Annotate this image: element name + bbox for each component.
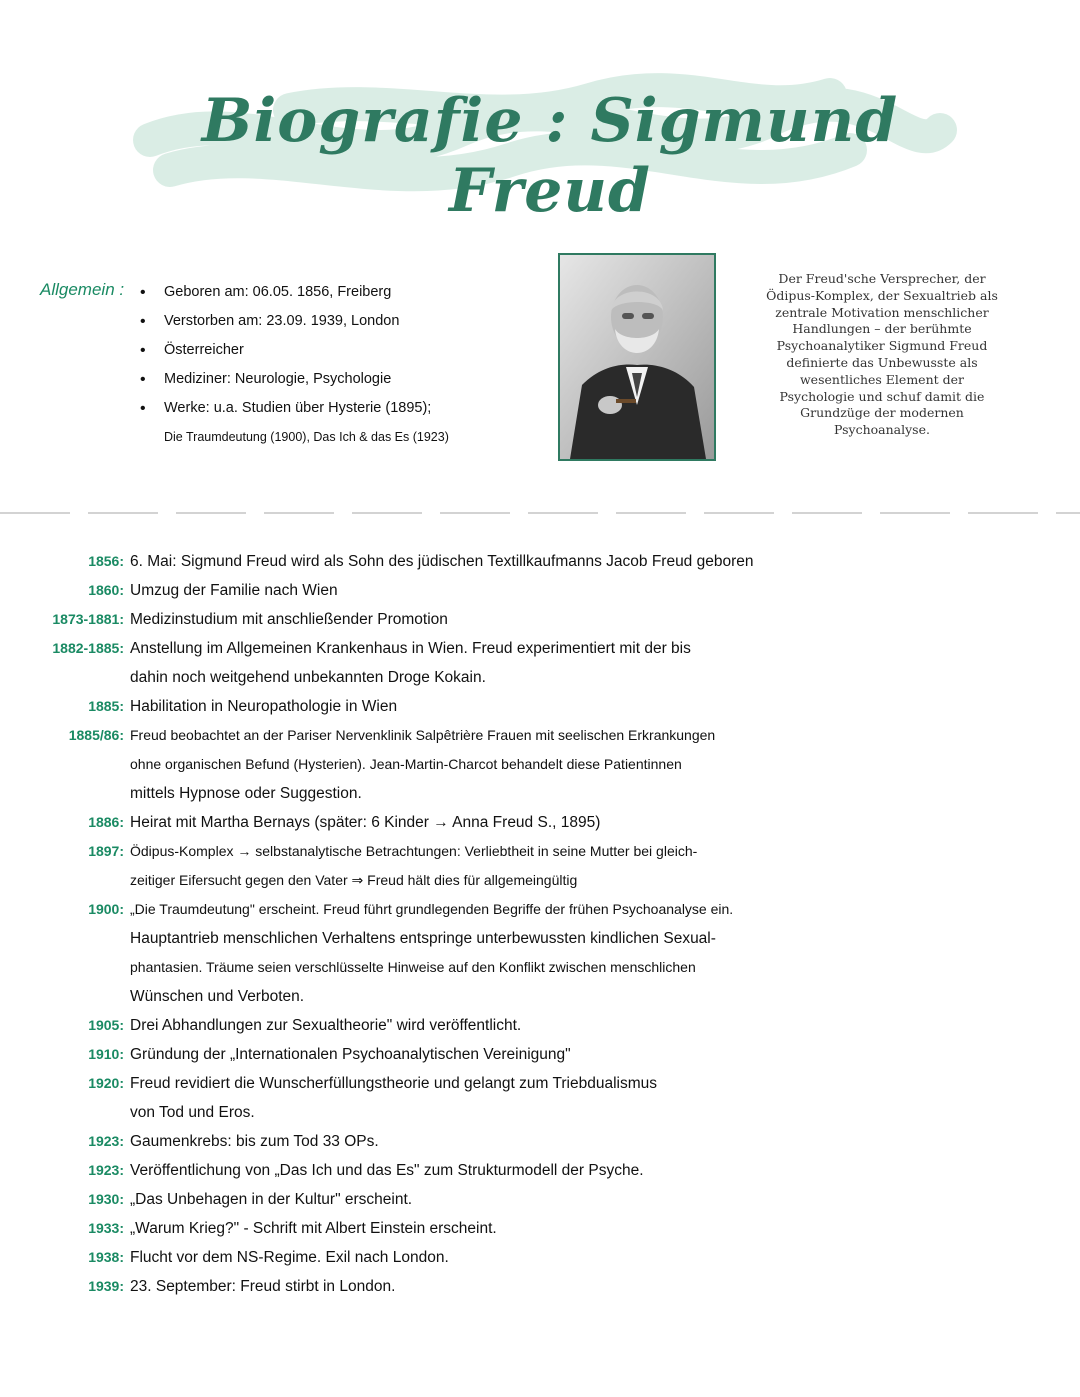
title-area — [130, 70, 960, 226]
timeline-year: 1886: — [88, 814, 124, 830]
timeline-text: ohne organischen Befund (Hysterien). Jean-Martin-Charcot behandelt diese Patientinnen — [130, 756, 682, 772]
info-birth: • Geboren am: 06.05. 1856, Freiberg — [140, 284, 392, 301]
timeline-text: mittels Hypnose oder Suggestion. — [130, 785, 362, 802]
timeline-text: Heirat mit Martha Bernays (später: 6 Kinder → Anna Freud S., 1895) — [130, 814, 601, 831]
info-nationality: • Österreicher — [140, 342, 244, 359]
timeline-text: Freud beobachtet an der Pariser Nervenklinik Salpêtrière Frauen mit seelischen Erkrankungen — [130, 727, 716, 743]
timeline-text: Hauptantrieb menschlichen Verhaltens entspringe unterbewussten kindlichen Sexual- — [130, 930, 716, 947]
timeline-row — [0, 837, 1080, 866]
timeline-year: 1885/86: — [68, 727, 124, 743]
timeline-text: phantasien. Träume seien verschlüsselte Hinweise auf den Konflikt zwischen menschlichen — [130, 959, 696, 975]
timeline-text: Flucht vor dem NS-Regime. Exil nach London. — [130, 1249, 449, 1266]
timeline-year: 1856: — [88, 553, 124, 569]
timeline-row — [0, 1156, 1080, 1185]
timeline-text: Freud revidiert die Wunscherfüllungstheorie und gelangt zum Triebdualismus — [130, 1075, 657, 1092]
portrait-photo — [558, 253, 716, 461]
timeline-row — [0, 866, 1080, 895]
timeline-text: 6. Mai: Sigmund Freud wird als Sohn des jüdischen Textillkaufmanns Jacob Freud geboren — [130, 553, 754, 570]
timeline-text: dahin noch weitgehend unbekannten Droge Kokain. — [130, 669, 486, 686]
timeline-text: Umzug der Familie nach Wien — [130, 582, 338, 599]
timeline-text: Drei Abhandlungen zur Sexualtheorie" wird veröffentlicht. — [130, 1017, 522, 1034]
timeline-year: 1910: — [88, 1046, 124, 1062]
timeline-text: Veröffentlichung von „Das Ich und das Es" zum Strukturmodell der Psyche. — [130, 1162, 644, 1179]
general-label: Allgemein : — [40, 280, 125, 299]
timeline-text: Gaumenkrebs: bis zum Tod 33 OPs. — [130, 1133, 379, 1150]
timeline-row — [0, 634, 1080, 663]
info-works: • Werke: u.a. Studien über Hysterie (1895); — [140, 400, 432, 417]
timeline-row — [0, 663, 1080, 692]
timeline-year: 1920: — [88, 1075, 124, 1091]
timeline-text: 23. September: Freud stirbt in London. — [130, 1278, 396, 1295]
timeline-year: 1882-1885: — [52, 640, 124, 656]
timeline-row — [0, 750, 1080, 779]
timeline-row — [0, 779, 1080, 808]
timeline-row — [0, 1069, 1080, 1098]
page-title: Biografie : Sigmund Freud — [201, 86, 899, 226]
timeline-row — [0, 1243, 1080, 1272]
timeline-year: 1873-1881: — [52, 611, 124, 627]
timeline-year: 1938: — [88, 1249, 124, 1265]
timeline-row — [0, 924, 1080, 953]
timeline-row — [0, 808, 1080, 837]
timeline-row — [0, 953, 1080, 982]
timeline-year: 1930: — [88, 1191, 124, 1207]
timeline-text: „Die Traumdeutung" erscheint. Freud führt grundlegenden Begriffe der frühen Psychoanalyse ein. — [130, 901, 734, 917]
timeline-year: 1885: — [88, 698, 124, 714]
timeline-row — [0, 1040, 1080, 1069]
timeline-row — [0, 721, 1080, 750]
timeline-row — [0, 576, 1080, 605]
timeline-row — [0, 982, 1080, 1011]
timeline-text: Habilitation in Neuropathologie in Wien — [130, 698, 398, 715]
general-info-list — [136, 278, 536, 452]
timeline-year: 1933: — [88, 1220, 124, 1236]
timeline-row — [0, 547, 1080, 576]
timeline-row — [0, 1011, 1080, 1040]
timeline-year: 1897: — [88, 843, 124, 859]
timeline-text: Ödipus-Komplex → selbstanalytische Betrachtungen: Verliebtheit in seine Mutter bei gleich- — [130, 843, 698, 859]
timeline-row — [0, 692, 1080, 721]
timeline-year: 1900: — [88, 901, 124, 917]
timeline-row — [0, 1185, 1080, 1214]
timeline-row — [0, 1127, 1080, 1156]
timeline-text: zeitiger Eifersucht gegen den Vater ⇒ Freud hält dies für allgemeingültig — [130, 872, 578, 888]
timeline-row — [0, 895, 1080, 924]
info-death: • Verstorben am: 23.09. 1939, London — [140, 313, 400, 330]
timeline-text: von Tod und Eros. — [130, 1104, 255, 1121]
timeline-year: 1939: — [88, 1278, 124, 1294]
timeline-row — [0, 1272, 1080, 1301]
timeline-text: Anstellung im Allgemeinen Krankenhaus in Wien. Freud experimentiert mit der bis — [130, 640, 691, 657]
info-profession: • Mediziner: Neurologie, Psychologie — [140, 371, 392, 388]
intro-quote: Der Freud'sche Versprecher, der Ödipus-Komplex, der Sexualtrieb als zentrale Motivation menschlicher Handlungen – der berühmte Psychoanalytiker Sigmund Freud definierte das Unbewusste als wesentliches Element der Psychologie und schuf damit die Grundzüge der modernen Psychoanalyse. — [766, 271, 998, 438]
info-works-continued: Die Traumdeutung (1900), Das Ich & das Es (1923) — [164, 430, 449, 444]
timeline-text: Gründung der „Internationalen Psychoanalytischen Vereinigung" — [130, 1046, 571, 1063]
timeline-text: Medizinstudium mit anschließender Promotion — [130, 611, 448, 628]
dashed-divider — [0, 512, 1080, 514]
timeline-row — [0, 1214, 1080, 1243]
timeline-row — [0, 605, 1080, 634]
timeline-year: 1905: — [88, 1017, 124, 1033]
timeline-year: 1923: — [88, 1133, 124, 1149]
timeline-text: Wünschen und Verboten. — [130, 988, 305, 1005]
timeline-text: „Das Unbehagen in der Kultur" erscheint. — [130, 1191, 413, 1208]
portrait-icon — [560, 255, 714, 459]
timeline-text: „Warum Krieg?" - Schrift mit Albert Einstein erscheint. — [130, 1220, 497, 1237]
timeline-year: 1860: — [88, 582, 124, 598]
timeline-year: 1923: — [88, 1162, 124, 1178]
timeline-row — [0, 1098, 1080, 1127]
timeline — [0, 547, 1080, 1301]
